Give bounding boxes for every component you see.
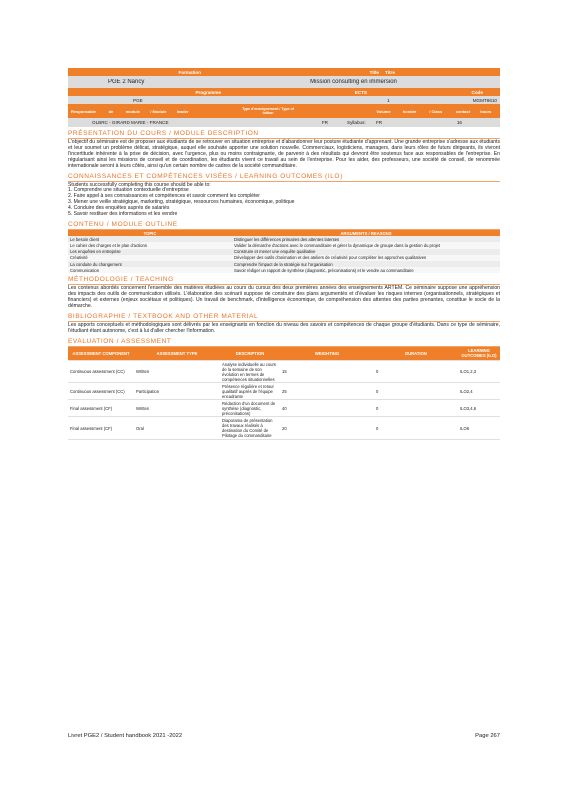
programme-label: Programme xyxy=(195,89,221,95)
handbook-page xyxy=(68,68,500,440)
argument-cell: Comprendre l'impact de la stratégie sur l'organisation xyxy=(232,261,500,267)
table-row xyxy=(68,360,500,382)
eval-weighting-cell: 20 xyxy=(280,417,374,439)
table-row xyxy=(68,417,500,439)
header-row-programme xyxy=(68,88,500,96)
tuition-type-line1: Type d'enseignement / Type of xyxy=(242,107,294,111)
eval-description-cell: Diaporama de présentation des travaux réalisés à destination du Comité de Pilotage du commanditaire xyxy=(220,417,280,439)
ilo-intro: Students successfully completing this course should be able to: xyxy=(68,181,211,188)
page-footer xyxy=(68,733,500,739)
ilo-item: 2. Faire appel à ses connaissances et compétences et savoir comment les compléter xyxy=(68,193,260,200)
argument-cell: Valider la démarche d'actions avec le commanditaire et gérer la dynamique de groupe dans la gestion du projet xyxy=(232,242,500,248)
contact-hours: 16 xyxy=(456,120,462,125)
eval-component-cell: Continuous assessment (CC) xyxy=(68,360,134,382)
ilo-item: 4. Conduire des enquêtes auprès de salariés xyxy=(68,205,170,212)
hours-label-2: horaire xyxy=(402,108,417,114)
module-leader: OLBRC - GIRARD MARIE - FRANCE xyxy=(92,120,169,125)
topic-cell: Créativité xyxy=(68,255,232,261)
programme-value: PGE xyxy=(133,97,143,103)
leader-label-5: leader xyxy=(176,108,189,114)
leader-label-3: module xyxy=(125,108,140,114)
header-row-formation xyxy=(68,68,500,76)
table-row xyxy=(68,383,500,400)
leader-label-1: Responsable xyxy=(71,108,96,114)
leader-label-2: de xyxy=(108,108,114,114)
section-title-evaluation: EVALUATION / ASSESSMENT xyxy=(68,337,500,347)
eval-description-cell: Analyse individuelle au cours de la semaine de son évolution en termes de compétences situationnelles xyxy=(220,360,280,382)
code-label: Code xyxy=(471,89,483,95)
header-row-leader xyxy=(68,104,500,118)
eval-weighting-cell: 40 xyxy=(280,400,374,417)
hours-label-5: hours xyxy=(480,108,492,114)
eval-description-cell: Présence régulière et retour qualitatif auprès de l'équipe encadrante xyxy=(220,383,280,400)
titre-label: Titre xyxy=(385,69,395,75)
eval-ilo-cell: ILO3,4,6 xyxy=(458,400,500,417)
topic-cell: Le besoin client xyxy=(68,236,232,242)
eval-duration-cell: 0 xyxy=(374,383,458,400)
eval-ilo-cell: ILO1,2,3 xyxy=(458,360,500,382)
eval-duration-cell: 0 xyxy=(374,400,458,417)
evaluation-table-header xyxy=(68,347,500,361)
eval-weighting-cell: 25 xyxy=(280,383,374,400)
argument-cell: Développer des outils d'animation et des ateliers de créativité pour compléter les approches qualitatives xyxy=(232,255,500,261)
hours-label-1: Volume xyxy=(376,108,391,114)
ects-value: 1 xyxy=(387,97,390,103)
eval-ilo-cell: ILO6 xyxy=(458,417,500,439)
ilo-list xyxy=(68,183,500,218)
header-row-programme-values xyxy=(68,96,500,104)
eval-header-description: DESCRIPTION xyxy=(220,347,280,361)
eval-component-cell: Continuous assessment (CC) xyxy=(68,383,134,400)
section-title-ilo: CONNAISSANCES ET COMPÉTENCES VISÉES / LEARNING OUTCOMES (ILO) xyxy=(68,172,500,182)
hours-label-4: contact xyxy=(455,108,470,114)
topic-cell: Le cahier des charges et le plan d'actions xyxy=(68,242,232,248)
argument-cell: Distinguer les différences primaires des attentes latentes xyxy=(232,236,500,242)
eval-type-cell: Written xyxy=(134,400,220,417)
eval-component-cell: Final assessment (CF) xyxy=(68,417,134,439)
eval-weighting-cell: 15 xyxy=(280,360,374,382)
evaluation-table xyxy=(68,347,500,440)
ilo-item: 1. Comprendre une situation contextuelle d'entreprise xyxy=(68,187,189,194)
footer-page-number: Page 267 xyxy=(475,733,500,739)
bibliography-text: Les apports conceptuels et méthodologiques sont délivrés par les enseignants en fonction du niveau des savoirs et compétences de chaque groupe d'étudiants. Dans ce type de séminaire, l'étudiant étant autonome, c'est à lui d'aller chercher l'information. xyxy=(68,321,500,334)
topic-header: TOPIC xyxy=(68,230,232,236)
content-table xyxy=(68,230,500,273)
code-value: MGMT8610 xyxy=(472,97,497,103)
eval-duration-cell: 0 xyxy=(374,417,458,439)
tuition-type-label xyxy=(226,107,310,115)
eval-description-cell: Rédaction d'un document de synthèse (diagnostic, préconisations) xyxy=(220,400,280,417)
eval-type-cell: Participation xyxy=(134,383,220,400)
argument-cell: Savoir rédiger un rapport de synthèse (diagnostic, préconisations) et le vendre au commanditaire xyxy=(232,267,500,273)
table-row xyxy=(68,400,500,417)
formation-label: Formation xyxy=(178,69,201,75)
table-row xyxy=(68,267,500,273)
tuition-language: FR xyxy=(321,120,328,125)
section-title-methodology: MÉTHODOLOGIE / TEACHING xyxy=(68,275,500,285)
leader-label-4: / Module xyxy=(150,108,167,114)
ilo-item: 3. Mener une veille stratégique, marketing, stratégique, ressources humaines, économique, politique xyxy=(68,199,295,206)
topic-cell: Les enquêtes en entreprise xyxy=(68,249,232,255)
tuition-type-line2: tuition xyxy=(262,111,274,115)
eval-header-ilo: LEARNING OUTCOMES (ILO) xyxy=(458,347,500,361)
footer-handbook-title: Livret PGE2 / Student handbook 2021 -2022 xyxy=(68,733,183,739)
presentation-text: L'objectif du séminaire est de proposer aux étudiants de se retrouver en situation entreprise et d'abandonner leur posture étudiante d'apprenant. Une grande entreprise s'adresse aux étudiants et leur soumet un problème délicat, stratégique, auquel elle souhaite apporter une solution nouvelle. Commerciaux, logisticiens, managers, dans leurs rôles de futurs dirigeants, ils vivront l'incertitude inhérente à la prise de décision, avec l'urgence, plus ou moins contraignante, de parvenir à des résultats qui devront être soutenus face aux responsables de l'entreprise. En régularisant ainsi les missions de conseil et de coordination, les étudiants vivent ce travail au sein de l'entreprise. Pour les aider, des professeurs, une société de conseil, de renommée internationale seront à leurs côtés, ainsi qu'un certain nombre de cadres de la société commanditaire. xyxy=(68,139,500,169)
section-title-bibliography: BIBLIOGRAPHIE / TEXTBOOK AND OTHER MATERIAL xyxy=(68,312,500,322)
syllabus-label: Syllabus: xyxy=(347,120,366,125)
eval-ilo-cell: ILO2,4 xyxy=(458,383,500,400)
eval-duration-cell: 0 xyxy=(374,360,458,382)
eval-header-weighting: WEIGHTING xyxy=(280,347,374,361)
eval-header-type: ASSESSMENT TYPE xyxy=(134,347,220,361)
title-label: Title xyxy=(369,69,379,75)
arguments-header: ARGUMENTS / REASONS xyxy=(232,230,500,236)
ects-label: ECTS xyxy=(354,89,367,95)
eval-header-duration: DURATION xyxy=(374,347,458,361)
formation-value: PGE 2 Nancy xyxy=(108,79,145,85)
eval-header-component: ASSESSMENT COMPONENT xyxy=(68,347,134,361)
eval-component-cell: Final assessment (CF) xyxy=(68,400,134,417)
header-row-leader-values xyxy=(68,118,500,127)
topic-cell: Communication xyxy=(68,267,232,273)
methodology-text: Les contenus abordés concernent l'ensemble des matières étudiées au cours du cursus des deux premières années des enseignements ARTEM. Ce séminaire suppose une appréhension des impacts des outils de communication utilisés. L'élaboration des scénarii suppose de construire des plans argumentés et d'évaluer les risques internes (organisationnels, stratégiques et financiers) et externes (enjeux sociétaux et politiques). Un travail de benchmark, d'intelligence économique, de compréhension des attentes des parties prenantes, constitue le socle de la démarche. xyxy=(68,285,500,309)
ilo-item: 5. Savoir restituer des informations et les vendre xyxy=(68,211,178,218)
section-title-content: CONTENU / MODULE OUTLINE xyxy=(68,220,500,230)
hours-label-3: / Class xyxy=(429,108,443,114)
eval-type-cell: Written xyxy=(134,360,220,382)
topic-cell: La conduite du changement xyxy=(68,261,232,267)
header-row-title xyxy=(68,76,500,88)
eval-type-cell: Oral xyxy=(134,417,220,439)
syllabus-language: FR xyxy=(376,120,383,125)
argument-cell: Construire et mener une enquête qualitative xyxy=(232,249,500,255)
course-title: Mission consulting en immersion xyxy=(310,79,397,85)
table-row xyxy=(68,242,500,248)
section-title-presentation: PRÉSENTATION DU COURS / MODULE DESCRIPTION xyxy=(68,129,500,139)
